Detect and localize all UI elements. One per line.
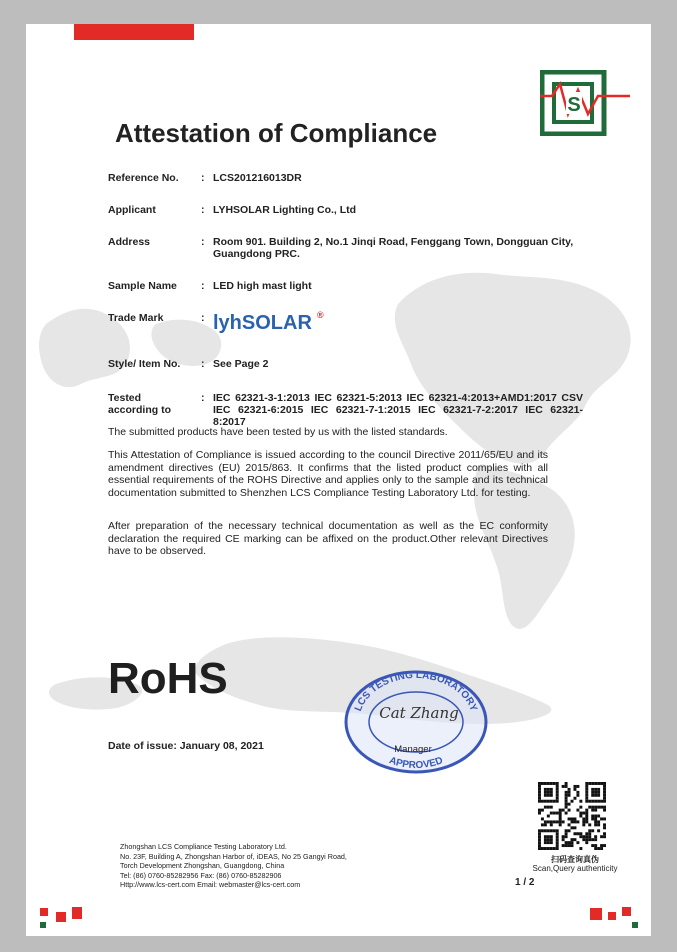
corner-square-bl-2 [56, 912, 66, 922]
field-label: Applicant [108, 204, 156, 216]
certificate-page [26, 24, 651, 936]
field-value: LCS201216013DR [213, 172, 302, 184]
footer-line: Tel: (86) 0760-85282956 Fax: (86) 0760-85282906 [120, 870, 282, 880]
qr-caption-cn: 扫码查询真伪 [551, 855, 599, 864]
field-colon: : [201, 392, 205, 404]
paragraph-ce-marking: After preparation of the necessary technical documentation as well as the EC conformity declaration the required CE marking can be affixed on the product.Other relevant Directives have to be observed. [108, 520, 548, 557]
footer-line: Zhongshan LCS Compliance Testing Laboratory Ltd. [120, 842, 287, 851]
date-of-issue: Date of issue: January 08, 2021 [108, 740, 264, 752]
field-colon: : [201, 204, 205, 216]
field-colon: : [201, 236, 205, 248]
corner-square-br-4 [632, 922, 638, 928]
document-title: Attestation of Compliance [115, 118, 438, 148]
footer-line: Http://www.lcs-cert.com Email: webmaster@lcs-cert.com [120, 880, 301, 890]
corner-square-br-3 [622, 907, 631, 916]
qr-code[interactable] [538, 782, 606, 850]
trademark-text: lyhSOLAR [213, 312, 312, 334]
lab-address-footer [120, 842, 347, 890]
approval-stamp [341, 664, 491, 774]
field-value: LYHSOLAR Lighting Co., Ltd [213, 204, 357, 216]
stamp-ring-bottom: APPROVED [387, 755, 445, 772]
logo-letter: S [567, 94, 581, 116]
field-label: Style/ Item No. [108, 358, 181, 370]
paragraph-attestation: This Attestation of Compliance is issued according to the council Directive 2011/65/EU and its amendment directives (EU) 2015/863. It confirms that the listed product complies with all essential requirements of the ROHS Directive and applies only to the sample and its technical documentation submitted to Shenzhen LCS Compliance Testing Laboratory Ltd. for testing. [108, 449, 548, 499]
corner-square-bl-3 [72, 907, 82, 919]
corner-square-br-1 [590, 908, 602, 920]
corner-square-bl-1 [40, 908, 48, 916]
field-value: IEC 62321-3-1:2013 IEC 62321-5:2013 IEC 62321-4:2013+AMD1:2017 CSV IEC 62321-6:2015 IEC 62321-7-1:2015 IEC 62321-7-2:2017 IEC 62321-8:2017 [213, 392, 583, 428]
field-value: LED high mast light [213, 280, 312, 292]
stamp-ring-top: LCS TESTING LABORATORY [353, 669, 479, 713]
field-label: Address [108, 236, 151, 248]
corner-square-br-2 [608, 912, 616, 920]
field-label: Sample Name [108, 280, 177, 292]
footer-line: Torch Development Zhongshan, Guangdong, China [120, 861, 285, 871]
signature: Cat Zhang [379, 704, 459, 722]
field-value: Room 901. Building 2, No.1 Jinqi Road, Fenggang Town, Dongguan City, Guangdong PRC. [213, 236, 574, 260]
paragraph-tested: The submitted products have been tested by us with the listed standards. [108, 426, 448, 438]
field-colon: : [201, 312, 205, 324]
field-colon: : [201, 172, 205, 184]
field-label: Tested according to [108, 392, 172, 416]
corner-square-bl-4 [40, 922, 46, 928]
rohs-mark: RoHS [108, 654, 228, 703]
field-value: See Page 2 [213, 358, 269, 370]
field-colon: : [201, 358, 205, 370]
field-label: Trade Mark [108, 312, 164, 324]
qr-caption-en: Scan,Query authenticity [532, 864, 618, 873]
footer-line: No. 23F, Building A, Zhongshan Harbor of, iDEAS, No 25 Gangyi Road, [120, 851, 347, 861]
trademark-logo [213, 309, 578, 338]
registered-mark: ® [317, 310, 324, 320]
field-label: Reference No. [108, 172, 179, 184]
signer-role: Manager [394, 744, 432, 755]
lcs-logo [540, 70, 630, 136]
lyhsolar-logo [213, 309, 343, 335]
page-number: 1 / 2 [515, 877, 535, 888]
field-colon: : [201, 280, 205, 292]
